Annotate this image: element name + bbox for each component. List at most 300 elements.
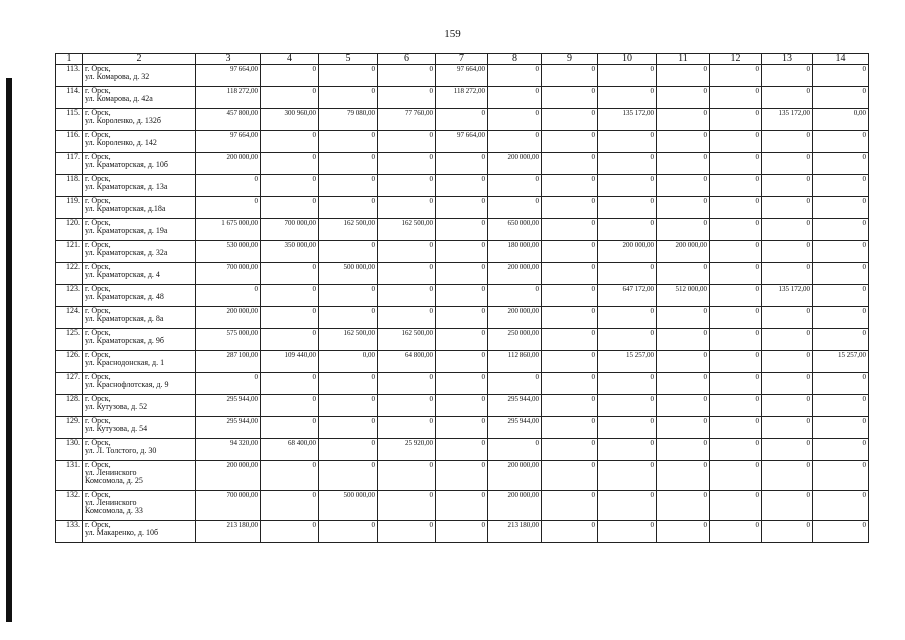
header-cell: 13: [762, 54, 813, 65]
value-cell: 0: [488, 87, 542, 109]
address-cell: [83, 373, 196, 395]
value-cell: 0: [598, 197, 657, 219]
value-cell: 0: [378, 153, 436, 175]
value-cell: 0: [762, 329, 813, 351]
value-cell: 0: [657, 175, 710, 197]
value-cell: 0: [261, 417, 319, 439]
value-cell: 0: [598, 131, 657, 153]
value-cell: 295 944,00: [488, 417, 542, 439]
value-cell: 0: [657, 351, 710, 373]
row-index: 117.: [56, 153, 83, 175]
address-line: г. Орск,: [85, 350, 111, 359]
row-index: 114.: [56, 87, 83, 109]
value-cell: 118 272,00: [196, 87, 261, 109]
address-line: ул. Краматорская, д. 9б: [85, 336, 164, 345]
value-cell: 0: [710, 351, 762, 373]
value-cell: 0: [542, 263, 598, 285]
table-row: [56, 521, 869, 543]
value-cell: 0: [542, 285, 598, 307]
value-cell: 0: [762, 351, 813, 373]
value-cell: 0: [813, 241, 869, 263]
row-index: 121.: [56, 241, 83, 263]
row-index: 122.: [56, 263, 83, 285]
value-cell: 0: [378, 175, 436, 197]
value-cell: 162 500,00: [319, 219, 378, 241]
address-line: ул. Краснофлотская, д. 9: [85, 380, 169, 389]
table-row: [56, 219, 869, 241]
value-cell: 0: [542, 491, 598, 521]
address-cell: [83, 87, 196, 109]
address-line: г. Орск,: [85, 328, 111, 337]
value-cell: 162 500,00: [319, 329, 378, 351]
table-row: [56, 87, 869, 109]
value-cell: 295 944,00: [488, 395, 542, 417]
value-cell: 77 760,00: [378, 109, 436, 131]
value-cell: 0: [762, 87, 813, 109]
value-cell: 0: [598, 491, 657, 521]
value-cell: 0: [196, 285, 261, 307]
value-cell: 0: [319, 461, 378, 491]
value-cell: 0: [261, 197, 319, 219]
value-cell: 0: [542, 219, 598, 241]
value-cell: 118 272,00: [436, 87, 488, 109]
value-cell: 0: [762, 65, 813, 87]
value-cell: 0: [710, 285, 762, 307]
value-cell: 112 860,00: [488, 351, 542, 373]
value-cell: 0: [657, 439, 710, 461]
row-index: 113.: [56, 65, 83, 87]
value-cell: 0: [762, 521, 813, 543]
address-line: ул. Краматорская, д. 10б: [85, 160, 168, 169]
address-cell: [83, 263, 196, 285]
value-cell: 162 500,00: [378, 329, 436, 351]
value-cell: 0: [762, 219, 813, 241]
header-cell: 6: [378, 54, 436, 65]
value-cell: 0: [488, 439, 542, 461]
address-line: г. Орск,: [85, 460, 111, 469]
value-cell: 700 000,00: [196, 491, 261, 521]
value-cell: 0: [710, 439, 762, 461]
value-cell: 109 440,00: [261, 351, 319, 373]
value-cell: 0: [488, 175, 542, 197]
value-cell: 0: [436, 285, 488, 307]
value-cell: 0: [813, 439, 869, 461]
value-cell: 0: [813, 87, 869, 109]
row-index: 124.: [56, 307, 83, 329]
address-line: Комсомола, д. 25: [85, 476, 143, 485]
table-row: [56, 285, 869, 307]
row-index: 115.: [56, 109, 83, 131]
row-index: 128.: [56, 395, 83, 417]
value-cell: 0: [261, 395, 319, 417]
value-cell: 0: [657, 131, 710, 153]
value-cell: 0: [319, 521, 378, 543]
value-cell: 200 000,00: [488, 263, 542, 285]
value-cell: 0: [378, 197, 436, 219]
value-cell: 0: [598, 461, 657, 491]
value-cell: 0: [710, 219, 762, 241]
header-cell: 11: [657, 54, 710, 65]
value-cell: 0: [261, 131, 319, 153]
value-cell: 0: [813, 197, 869, 219]
value-cell: 0: [657, 65, 710, 87]
value-cell: 0: [319, 131, 378, 153]
value-cell: 0: [436, 461, 488, 491]
table-row: [56, 329, 869, 351]
value-cell: 0: [598, 263, 657, 285]
value-cell: 97 664,00: [196, 65, 261, 87]
header-cell: 14: [813, 54, 869, 65]
value-cell: 0: [319, 87, 378, 109]
value-cell: 0: [436, 329, 488, 351]
value-cell: 0: [710, 87, 762, 109]
address-line: ул. Краснодонская, д. 1: [85, 358, 165, 367]
value-cell: 0: [436, 219, 488, 241]
value-cell: 0: [436, 197, 488, 219]
value-cell: 0: [598, 439, 657, 461]
value-cell: 0: [319, 65, 378, 87]
value-cell: 0: [813, 395, 869, 417]
value-cell: 575 000,00: [196, 329, 261, 351]
value-cell: 0: [436, 351, 488, 373]
header-row: [56, 54, 869, 65]
data-table: [55, 53, 869, 543]
value-cell: 350 000,00: [261, 241, 319, 263]
header-cell: 8: [488, 54, 542, 65]
address-cell: [83, 241, 196, 263]
address-line: г. Орск,: [85, 130, 111, 139]
address-line: ул. Макаренко, д. 10б: [85, 528, 159, 537]
value-cell: 0: [762, 263, 813, 285]
address-line: г. Орск,: [85, 108, 111, 117]
address-line: г. Орск,: [85, 262, 111, 271]
value-cell: 0: [436, 491, 488, 521]
value-cell: 0: [542, 439, 598, 461]
value-cell: 0: [542, 241, 598, 263]
value-cell: 0: [598, 307, 657, 329]
value-cell: 300 960,00: [261, 109, 319, 131]
value-cell: 0: [488, 197, 542, 219]
value-cell: 0: [542, 175, 598, 197]
address-line: г. Орск,: [85, 64, 111, 73]
value-cell: 0: [542, 307, 598, 329]
value-cell: 0: [762, 131, 813, 153]
row-index: 123.: [56, 285, 83, 307]
address-line: г. Орск,: [85, 394, 111, 403]
value-cell: 97 664,00: [196, 131, 261, 153]
value-cell: 0: [657, 219, 710, 241]
value-cell: 0: [319, 417, 378, 439]
table-row: [56, 461, 869, 491]
value-cell: 0: [657, 263, 710, 285]
value-cell: 0: [710, 491, 762, 521]
row-index: 131.: [56, 461, 83, 491]
value-cell: 0: [813, 175, 869, 197]
value-cell: 0: [436, 109, 488, 131]
value-cell: 0: [436, 263, 488, 285]
address-cell: [83, 395, 196, 417]
value-cell: 200 000,00: [598, 241, 657, 263]
value-cell: 0: [378, 373, 436, 395]
address-cell: [83, 153, 196, 175]
value-cell: 0: [436, 439, 488, 461]
value-cell: 0: [488, 373, 542, 395]
value-cell: 500 000,00: [319, 491, 378, 521]
value-cell: 0: [436, 417, 488, 439]
value-cell: 0: [762, 395, 813, 417]
value-cell: 0: [762, 197, 813, 219]
value-cell: 500 000,00: [319, 263, 378, 285]
value-cell: 0: [436, 521, 488, 543]
value-cell: 0: [378, 65, 436, 87]
address-line: г. Орск,: [85, 86, 111, 95]
address-line: ул. Краматорская, д. 32а: [85, 248, 168, 257]
value-cell: 97 664,00: [436, 65, 488, 87]
value-cell: 0: [319, 197, 378, 219]
value-cell: 0: [813, 285, 869, 307]
value-cell: 647 172,00: [598, 285, 657, 307]
address-line: ул. Краматорская, д. 4: [85, 270, 160, 279]
value-cell: 0: [710, 373, 762, 395]
value-cell: 0: [488, 131, 542, 153]
value-cell: 0: [542, 329, 598, 351]
value-cell: 0: [261, 153, 319, 175]
value-cell: 0: [261, 521, 319, 543]
value-cell: 0: [657, 461, 710, 491]
address-cell: [83, 417, 196, 439]
row-index: 127.: [56, 373, 83, 395]
value-cell: 0: [542, 65, 598, 87]
address-line: ул. Короленко, д. 142: [85, 138, 157, 147]
value-cell: 0: [196, 197, 261, 219]
value-cell: 0: [261, 307, 319, 329]
address-line: г. Орск,: [85, 174, 111, 183]
value-cell: 0: [710, 395, 762, 417]
address-cell: [83, 131, 196, 153]
value-cell: 0: [710, 417, 762, 439]
value-cell: 0: [813, 461, 869, 491]
value-cell: 0: [378, 241, 436, 263]
value-cell: 0: [542, 395, 598, 417]
value-cell: 0: [657, 87, 710, 109]
address-line: г. Орск,: [85, 152, 111, 161]
value-cell: 213 180,00: [488, 521, 542, 543]
value-cell: 200 000,00: [657, 241, 710, 263]
value-cell: 0: [542, 417, 598, 439]
address-cell: [83, 351, 196, 373]
value-cell: 0: [813, 219, 869, 241]
value-cell: 0: [762, 417, 813, 439]
value-cell: 0: [598, 521, 657, 543]
address-cell: [83, 329, 196, 351]
value-cell: 180 000,00: [488, 241, 542, 263]
value-cell: 0: [762, 307, 813, 329]
value-cell: 94 320,00: [196, 439, 261, 461]
address-cell: [83, 491, 196, 521]
header-cell: 10: [598, 54, 657, 65]
value-cell: 0: [813, 131, 869, 153]
value-cell: 0: [657, 417, 710, 439]
value-cell: 25 920,00: [378, 439, 436, 461]
row-index: 132.: [56, 491, 83, 521]
table-row: [56, 439, 869, 461]
value-cell: 295 944,00: [196, 417, 261, 439]
value-cell: 0: [378, 417, 436, 439]
address-cell: [83, 219, 196, 241]
table-row: [56, 307, 869, 329]
address-line: ул. Комарова, д. 42а: [85, 94, 153, 103]
address-cell: [83, 197, 196, 219]
address-line: г. Орск,: [85, 306, 111, 315]
address-line: ул. Краматорская, д. 13а: [85, 182, 168, 191]
value-cell: 0: [378, 395, 436, 417]
value-cell: 0: [598, 153, 657, 175]
value-cell: 0: [378, 131, 436, 153]
value-cell: 0: [710, 65, 762, 87]
address-cell: [83, 65, 196, 87]
value-cell: 200 000,00: [488, 307, 542, 329]
value-cell: 0: [319, 307, 378, 329]
value-cell: 162 500,00: [378, 219, 436, 241]
value-cell: 0: [542, 197, 598, 219]
value-cell: 0: [319, 241, 378, 263]
binding-edge: [6, 78, 12, 622]
address-line: Комсомола, д. 33: [85, 506, 143, 515]
table-row: [56, 491, 869, 521]
value-cell: 0: [657, 373, 710, 395]
value-cell: 250 000,00: [488, 329, 542, 351]
address-line: г. Орск,: [85, 196, 111, 205]
table-row: [56, 241, 869, 263]
value-cell: 0: [542, 461, 598, 491]
row-index: 125.: [56, 329, 83, 351]
header-cell: 9: [542, 54, 598, 65]
address-line: г. Орск,: [85, 416, 111, 425]
value-cell: 530 000,00: [196, 241, 261, 263]
value-cell: 0: [261, 263, 319, 285]
value-cell: 0: [378, 461, 436, 491]
value-cell: 0: [657, 109, 710, 131]
value-cell: 200 000,00: [488, 153, 542, 175]
address-cell: [83, 285, 196, 307]
value-cell: 0: [598, 219, 657, 241]
value-cell: 0: [378, 307, 436, 329]
address-line: ул. Ленинского: [85, 498, 137, 507]
row-index: 130.: [56, 439, 83, 461]
value-cell: 700 000,00: [196, 263, 261, 285]
value-cell: 0: [762, 241, 813, 263]
value-cell: 79 080,00: [319, 109, 378, 131]
value-cell: 0: [762, 175, 813, 197]
table-row: [56, 263, 869, 285]
table-row: [56, 131, 869, 153]
address-cell: [83, 307, 196, 329]
value-cell: 0: [261, 65, 319, 87]
table-row: [56, 417, 869, 439]
value-cell: 200 000,00: [196, 153, 261, 175]
value-cell: 0: [813, 417, 869, 439]
value-cell: 457 800,00: [196, 109, 261, 131]
value-cell: 0: [378, 285, 436, 307]
value-cell: 0: [378, 521, 436, 543]
table-row: [56, 175, 869, 197]
value-cell: 200 000,00: [488, 461, 542, 491]
address-line: ул. Короленко, д. 132б: [85, 116, 161, 125]
value-cell: 0: [436, 395, 488, 417]
table-row: [56, 395, 869, 417]
value-cell: 0: [657, 491, 710, 521]
address-line: г. Орск,: [85, 490, 111, 499]
value-cell: 0: [710, 263, 762, 285]
value-cell: 0: [710, 131, 762, 153]
address-line: ул. Ленинского: [85, 468, 137, 477]
value-cell: 135 172,00: [762, 285, 813, 307]
value-cell: 0: [762, 439, 813, 461]
table-row: [56, 153, 869, 175]
row-index: 126.: [56, 351, 83, 373]
value-cell: 0: [542, 373, 598, 395]
row-index: 116.: [56, 131, 83, 153]
value-cell: 15 257,00: [598, 351, 657, 373]
value-cell: 0: [813, 263, 869, 285]
header-cell: 12: [710, 54, 762, 65]
value-cell: 0: [436, 175, 488, 197]
value-cell: 0: [710, 109, 762, 131]
value-cell: 97 664,00: [436, 131, 488, 153]
address-cell: [83, 521, 196, 543]
value-cell: 295 944,00: [196, 395, 261, 417]
value-cell: 0: [542, 351, 598, 373]
value-cell: 68 400,00: [261, 439, 319, 461]
value-cell: 0: [813, 521, 869, 543]
table-row: [56, 109, 869, 131]
value-cell: 0: [598, 329, 657, 351]
value-cell: 0: [813, 65, 869, 87]
value-cell: 0: [813, 329, 869, 351]
value-cell: 0: [598, 87, 657, 109]
address-line: г. Орск,: [85, 240, 111, 249]
address-line: г. Орск,: [85, 284, 111, 293]
value-cell: 0: [488, 109, 542, 131]
value-cell: 0: [710, 307, 762, 329]
value-cell: 0: [710, 461, 762, 491]
value-cell: 0: [261, 461, 319, 491]
row-index: 119.: [56, 197, 83, 219]
address-line: ул. Л. Толстого, д. 30: [85, 446, 157, 455]
value-cell: 0: [436, 307, 488, 329]
address-cell: [83, 439, 196, 461]
value-cell: 650 000,00: [488, 219, 542, 241]
value-cell: 0: [196, 373, 261, 395]
value-cell: 0: [710, 241, 762, 263]
value-cell: 0: [542, 153, 598, 175]
address-line: ул. Краматорская, д.18а: [85, 204, 166, 213]
address-line: г. Орск,: [85, 372, 111, 381]
row-index: 133.: [56, 521, 83, 543]
address-line: ул. Кутузова, д. 54: [85, 424, 148, 433]
value-cell: 0,00: [319, 351, 378, 373]
value-cell: 0: [762, 153, 813, 175]
value-cell: 0: [436, 241, 488, 263]
table-row: [56, 197, 869, 219]
value-cell: 64 800,00: [378, 351, 436, 373]
value-cell: 0: [319, 373, 378, 395]
value-cell: 200 000,00: [196, 461, 261, 491]
value-cell: 0: [261, 175, 319, 197]
value-cell: 0: [710, 329, 762, 351]
value-cell: 0: [196, 175, 261, 197]
value-cell: 512 000,00: [657, 285, 710, 307]
